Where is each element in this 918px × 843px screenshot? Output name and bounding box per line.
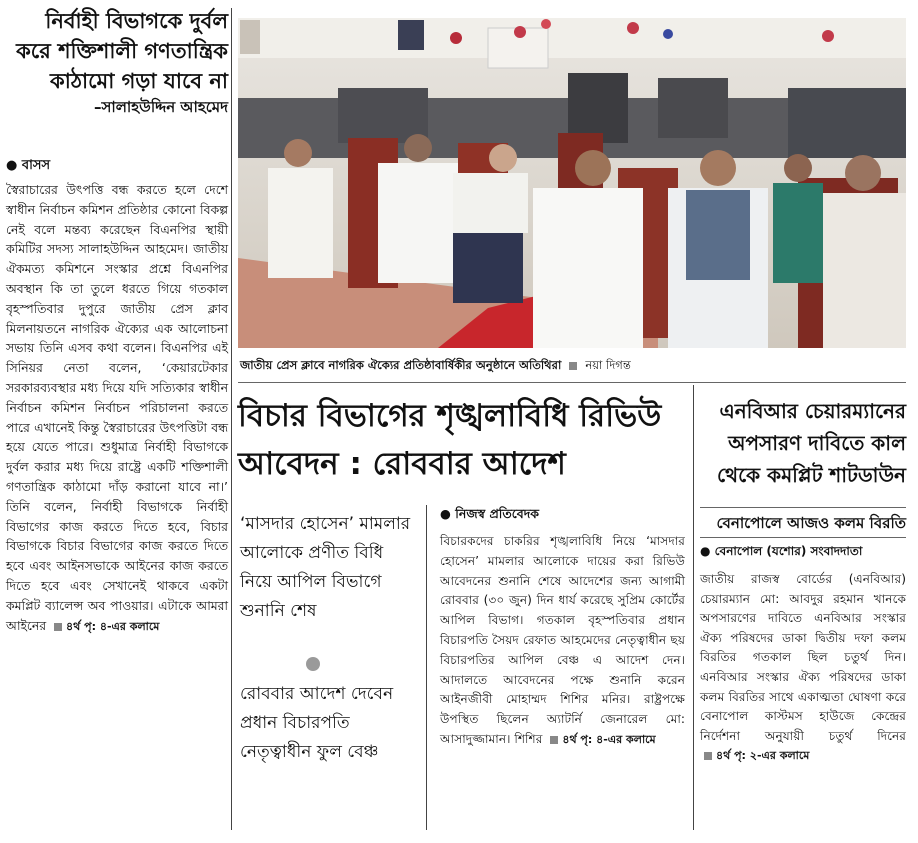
main-continued: ৪র্থ পৃ: ৪-এর কলামে — [546, 733, 655, 746]
right-continued: ৪র্থ পৃ: ২-এর কলামে — [700, 749, 809, 762]
left-article-dateline — [6, 156, 50, 177]
right-article-dateline — [700, 543, 906, 563]
bullet-icon: ● — [700, 544, 711, 558]
column-divider — [693, 385, 694, 830]
main-article-body — [440, 532, 685, 750]
main-headline-line1: বিচার বিভাগের শৃঙ্খলাবিধি রিভিউ — [238, 398, 662, 434]
right-article-subhead: বেনাপোলে আজও কলম বিরতি — [716, 514, 906, 532]
left-article-body — [6, 180, 228, 636]
main-deck-2: রোববার আদেশ দেবেন প্রধান বিচারপতি নেতৃত্বাধীন ফুল বেঞ্চ — [240, 684, 394, 762]
audience-photo-image — [238, 18, 906, 348]
main-deck-1: ‘মাসদার হোসেন’ মামলার আলোকে প্রণীত বিধি নিয়ে আপিল বিভাগে শুনানি শেষ — [240, 514, 411, 621]
right-article-headline: এনবিআর চেয়ারম্যানের অপসারণ দাবিতে কাল থেকে কমপ্লিট শাটডাউন — [717, 399, 906, 487]
main-article-dateline — [440, 506, 539, 526]
bullet-icon: ● — [6, 158, 18, 173]
bullet-icon: ● — [440, 506, 451, 521]
right-body-text: জাতীয় রাজস্ব বোর্ডের (এনবিআর) চেয়ারম্যান মো: আবদুর রহমান খানকে অপসারণের দাবিতে এনবিআর সংস্কার ঐক্য পরিষদের ডাকা দ্বিতীয় দফা কলম বিরতির গতকাল ছিল চতুর্থ দিন। এনবিআর সংস্কার ঐক্য পরিষদের ডাকা কলম বিরতির সাথে একাত্মতা ঘোষণা করে বেনাপোল কাস্টমস হাউজে কেন্দ্রের নির্দেশনা অনুযায়ী চতুর্থ দিনের — [700, 572, 906, 743]
photo-credit: নয়া দিগন্ত — [585, 358, 631, 372]
event-photo — [238, 18, 906, 348]
main-headline-line2: আবেদন : রোববার আদেশ — [238, 446, 566, 482]
square-bullet-icon — [550, 736, 558, 744]
left-article-headline: নির্বাহী বিভাগকে দুর্বল করে শক্তিশালী গণতান্ত্রিক কাঠামো গড়া যাবে না — [16, 9, 228, 93]
caption-text: জাতীয় প্রেস ক্লাবে নাগরিক ঐক্যের প্রতিষ্ঠাবার্ষিকীর অনুষ্ঠানে অতিথিরা — [240, 358, 562, 372]
left-dateline-text: বাসস — [21, 158, 51, 173]
right-dateline-text: বেনাপোল (যশোর) সংবাদদাতা — [714, 544, 863, 558]
left-article-byline: –সালাহউদ্দিন আহমেদ — [93, 98, 228, 116]
main-body-text: বিচারকদের চাকরির শৃঙ্খলাবিধি নিয়ে ‘মাসদার হোসেন’ মামলার আলোকে দায়ের করা রিভিউ আবেদনের শুনানি শেষে আদেশের জন্য আগামী রোববার (৩০ জুন) দিন ধার্য করেছে সুপ্রিম কোর্টের আপিল বিভাগ। গতকাল বৃহস্পতিবার প্রধান বিচারপতি সৈয়দ রেফাত আহমেদের নেতৃত্বাধীন ছয় বিচারপতির আপিল বেঞ্চ এ আদেশ দেন। আদালতে আবেদনের পক্ষে শুনানি করেন আইনজীবী মোহাম্মদ শিশির মনির। রাষ্ট্রপক্ষে উপস্থিত ছিলেন অ্যাটর্নি জেনারেল মো: আসাদুজ্জামান। শিশির — [440, 534, 685, 746]
square-bullet-icon — [569, 362, 577, 370]
caption-rule — [238, 382, 906, 383]
column-divider — [231, 8, 232, 830]
left-body-text: স্বৈরাচারের উৎপত্তি বন্ধ করতে হলে দেশে স্বাধীন নির্বাচন কমিশন প্রতিষ্ঠার কোনো বিকল্প নেই বলে মন্তব্য করেছেন বিএনপির স্থায়ী কমিটির সদস্য সালাহউদ্দিন আহমেদ। জাতীয় ঐকমত্য কমিশনে সংস্কার প্রশ্নে বিএনপির অবস্থান কি তা তুলে ধরতে গিয়ে গতকাল বৃহস্পতিবার দুপুরে জাতীয় প্রেস ক্লাব মিলনায়তনে নাগরিক ঐক্যের এক আলোচনা সভায় তিনি এসব কথা বলেন। বিএনপির এই সিনিয়র নেতা বলেন, ‘কেয়ারটেকার সরকারব্যবস্থার মধ্য দিয়ে যদি সত্যিকার স্বাধীন নির্বাচন কমিশন নির্বাচন পরিচালনা করতে পারে এখানেই কিন্তু স্বৈরাচারের উৎপত্তিটা বন্ধ হয়ে যেতে পারে। শুধুমাত্র নির্বাহী বিভাগকে দুর্বল করার মধ্য দিয়ে রাষ্ট্রে একটি শক্তিশালী গণতান্ত্রিক কাঠামো দাঁড় করানো যাবে না।’ তিনি বলেন, নির্বাহী বিভাগকে নির্বাহী বিভাগের কাজ করতে দিতে হবে, বিচার বিভাগকে বিচার বিভাগের কাজ করতে দিতে হবে এবং আইনসভাকে আইনের কাজ করতে দিতে হবে এবং সেখানেই থাকবে একটা কমপ্লিট ব্যালেন্স অব পাওয়ার। এটাকে আমরা আইনের — [6, 182, 228, 633]
main-headline — [238, 392, 686, 488]
square-bullet-icon — [704, 752, 712, 760]
deck-separator-dot — [306, 657, 320, 671]
main-dateline-text: নিজস্ব প্রতিবেদক — [455, 506, 540, 521]
right-article-body — [700, 570, 906, 766]
subhead-rule — [700, 507, 906, 508]
square-bullet-icon — [54, 623, 62, 631]
left-continued: ৪র্থ পৃ: ৪-এর কলামে — [50, 620, 159, 633]
subhead-rule — [700, 537, 906, 538]
photo-caption — [240, 357, 906, 376]
column-divider — [426, 505, 427, 830]
